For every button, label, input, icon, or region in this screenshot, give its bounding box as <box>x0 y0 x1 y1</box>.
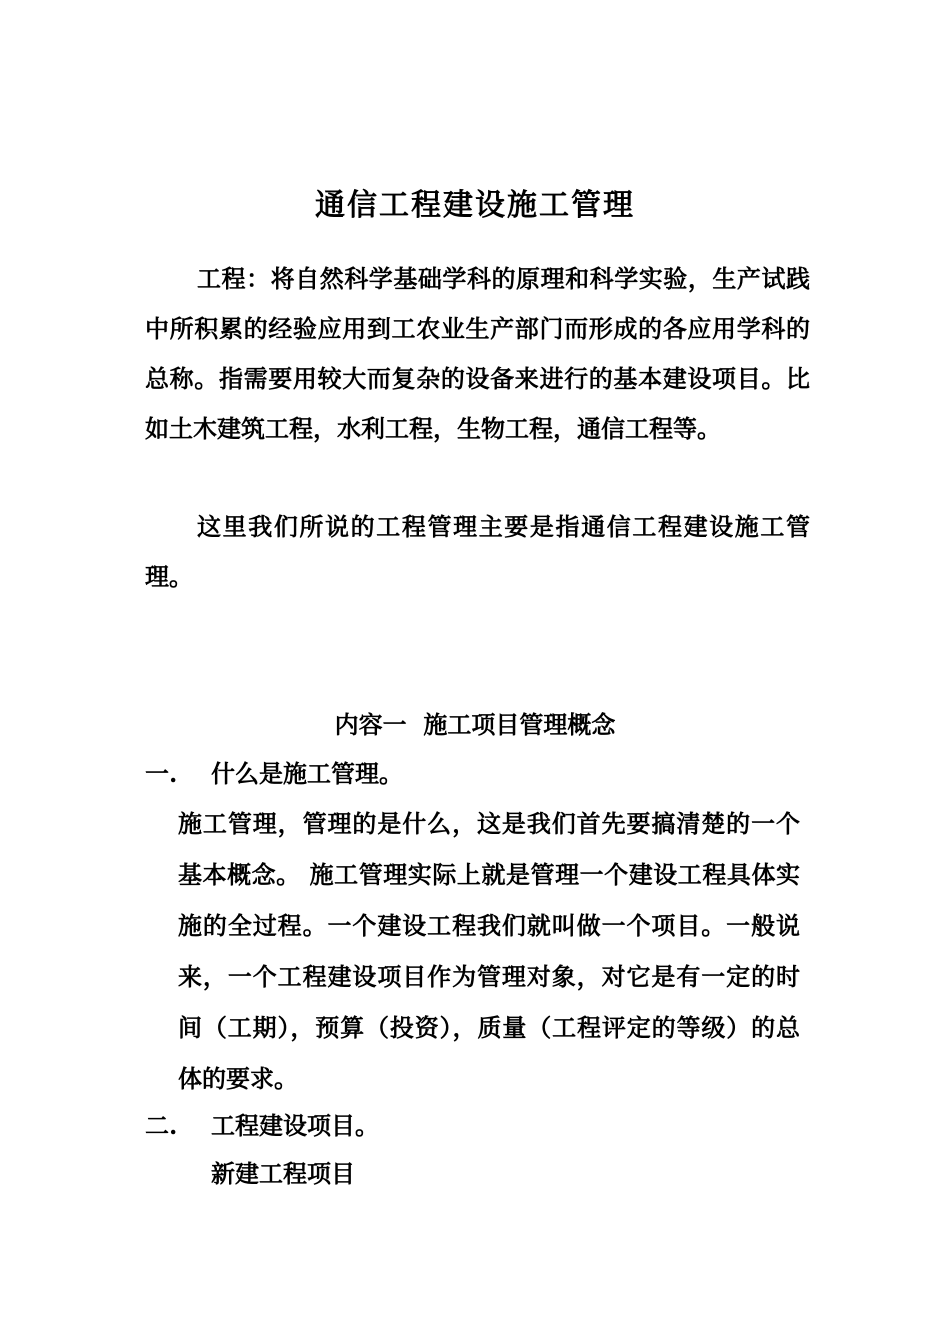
page-title: 通信工程建设施工管理 <box>315 188 635 223</box>
intro-paragraph-2: 这里我们所说的工程管理主要是指通信工程建设施工管理。 <box>145 512 810 591</box>
list-item-1-title: 什么是施工管理。 <box>211 759 403 788</box>
list-item-2-number: 二. <box>145 1111 178 1140</box>
intro-paragraph-1: 工程：将自然科学基础学科的原理和科学实验，生产试践中所积累的经验应用到工农业生产部门而形成的各应用学科的总称。指需要用较大而复杂的设备来进行的基本建设项目。比如土木建筑工程，水利工程，生物工程，通信工程等。 <box>145 264 810 443</box>
list-item-1 <box>145 749 403 799</box>
list-item-2-title: 工程建设项目。 <box>211 1111 379 1140</box>
section-heading: 内容一 施工项目管理概念 <box>334 710 616 739</box>
list-item-2-subheading: 新建工程项目 <box>211 1159 355 1188</box>
list-item-1-body: 施工管理，管理的是什么，这是我们首先要搞清楚的一个基本概念。 施工管理实际上就是管理一个建设工程具体实施的全过程。一个建设工程我们就叫做一个项目。一般说来，一个工程建设项目作为管理对象，对它是有一定的时间（工期），预算（投资），质量（工程评定的等级）的总体的要求。 <box>178 809 800 1093</box>
list-item-2 <box>145 1101 379 1151</box>
list-item-1-number: 一. <box>145 759 178 788</box>
